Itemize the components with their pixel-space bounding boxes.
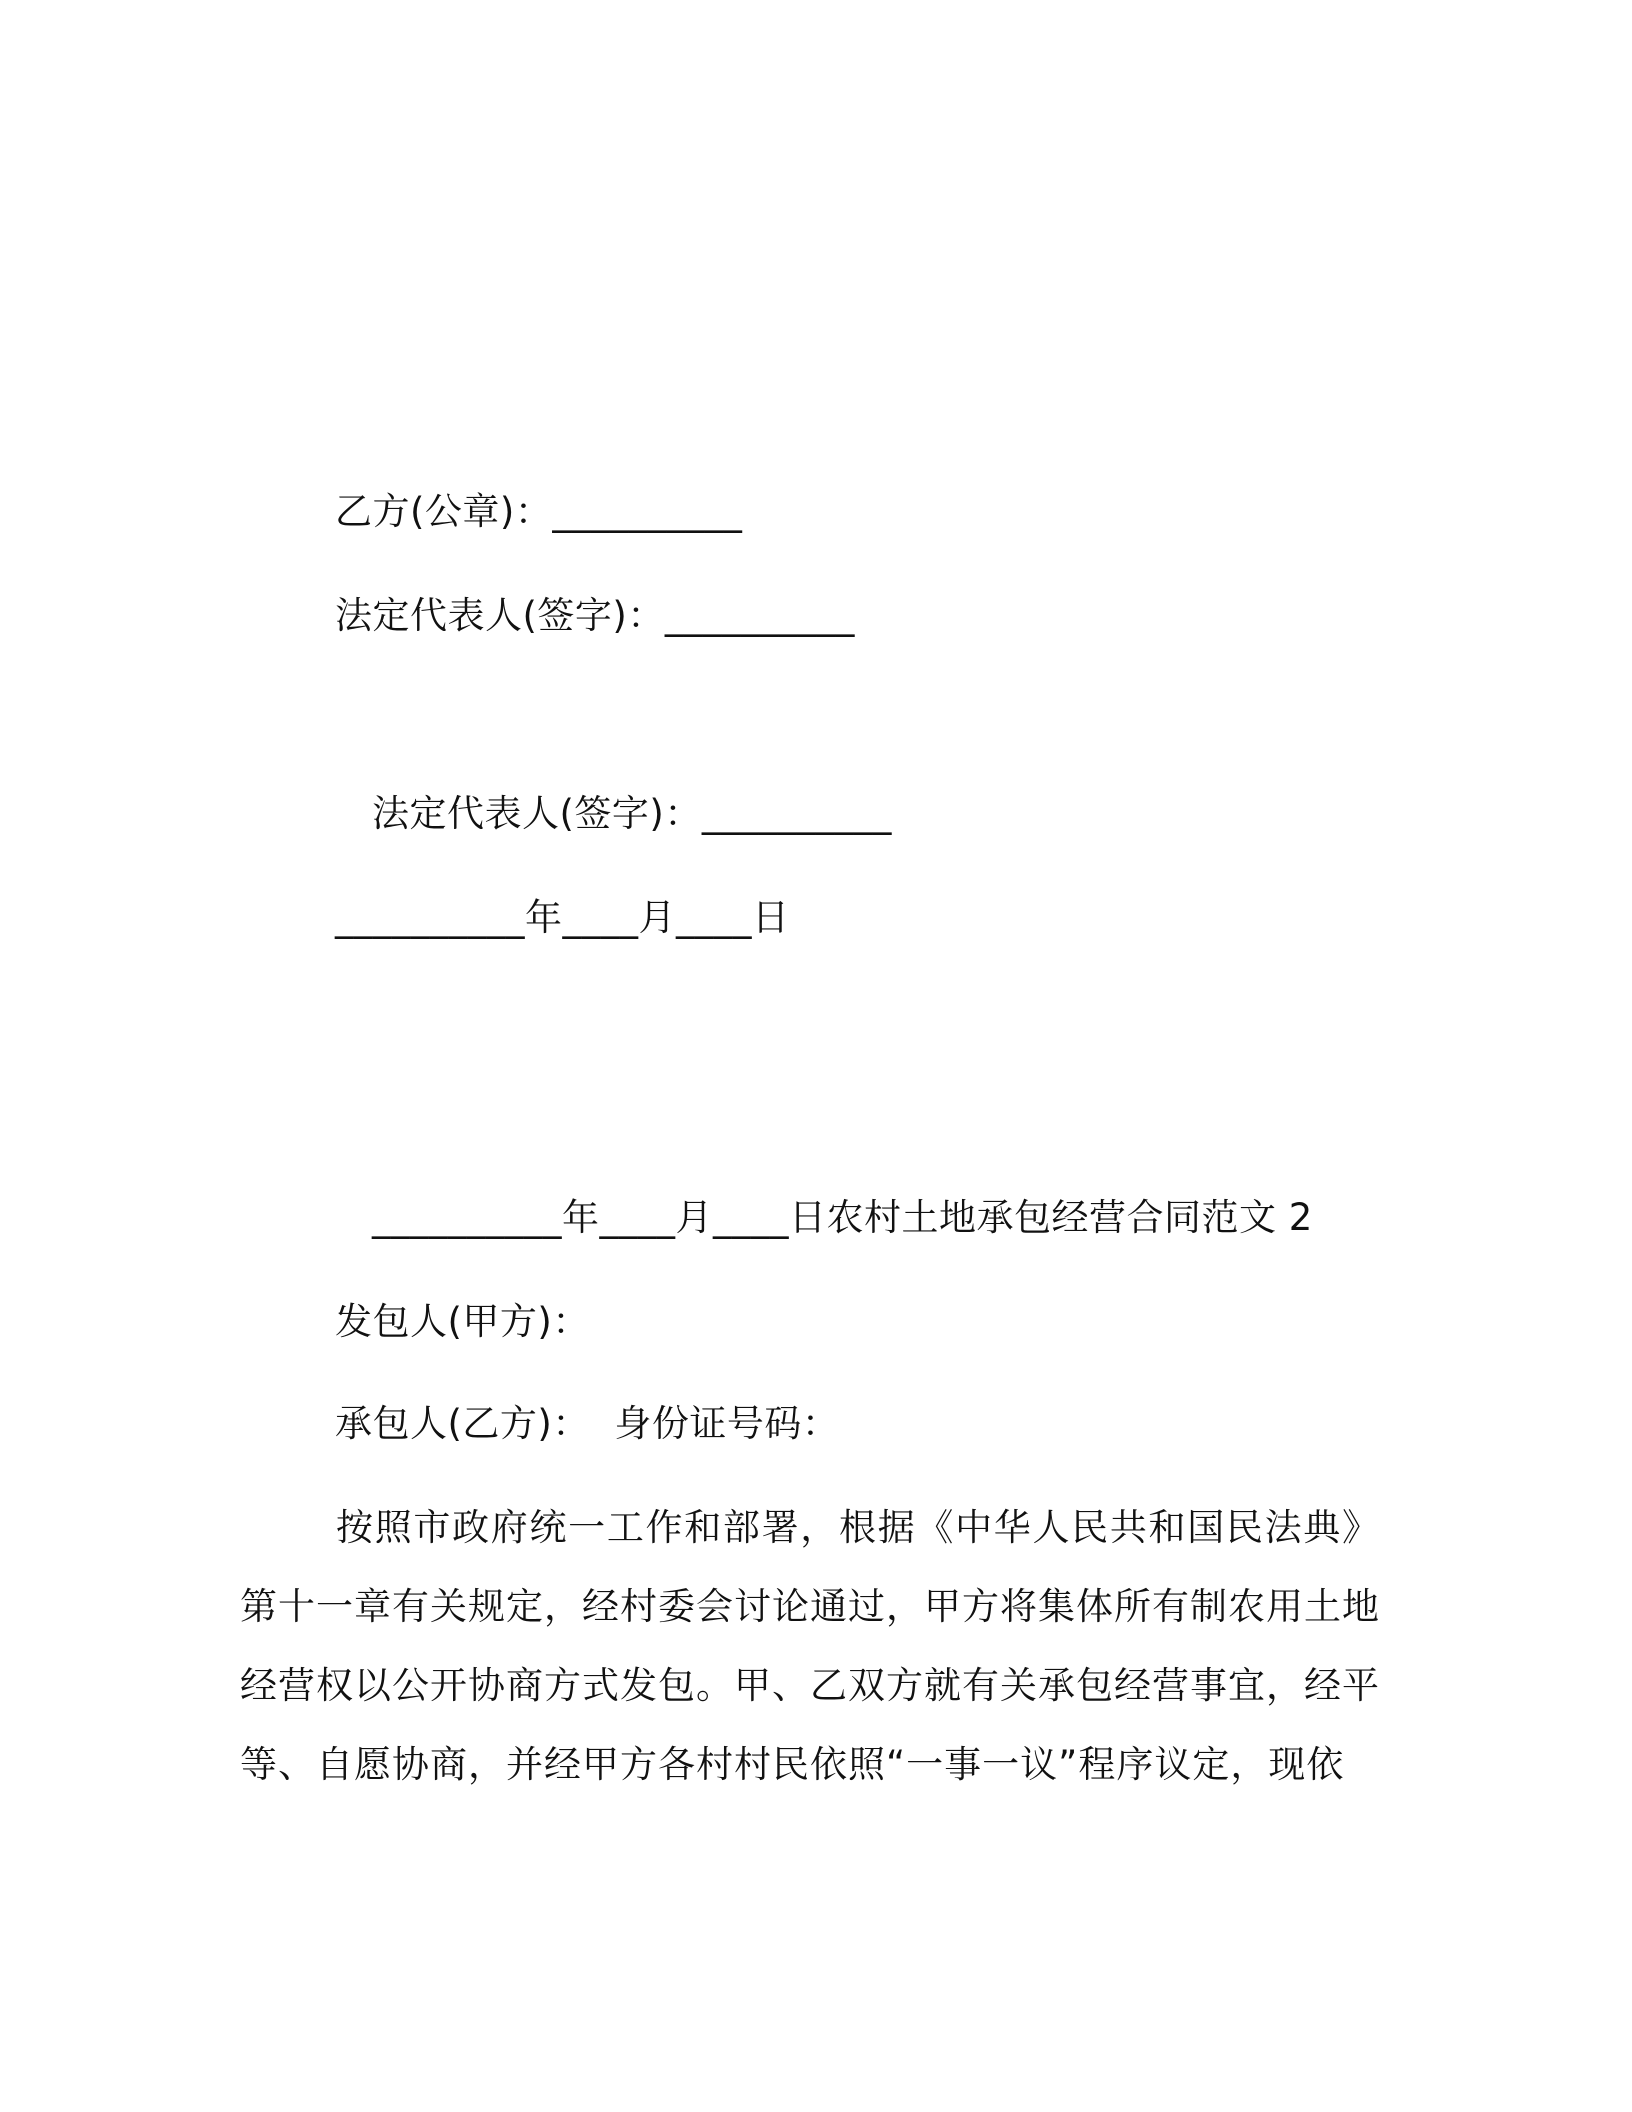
contractor-line: 承包人(乙方)： 身份证号码： (335, 1402, 840, 1445)
body-paragraph: 按照市政府统一工作和部署，根据《中华人民共和国民法典》第十一章有关规定，经村委会讨论通过，甲方将集体所有制农用土地经营权以公开协商方式发包。甲、乙双方就有关承包经营事宜，经平等、自愿协商，并经甲方各村村民依照“一事一议”程序议定，现依 (240, 1506, 1380, 1786)
date-line: __________年____月____日 (335, 896, 790, 939)
date-title-line: __________年____月____日农村土地承包经营合同范文 2 (372, 1196, 1313, 1239)
legal-representative-line-1: 法定代表人(签字)：__________ (335, 594, 855, 637)
employer-line: 发包人(甲方)： (335, 1300, 590, 1343)
party-b-seal-line: 乙方(公章)：__________ (335, 490, 743, 533)
legal-representative-line-2: 法定代表人(签字)：__________ (372, 792, 892, 835)
